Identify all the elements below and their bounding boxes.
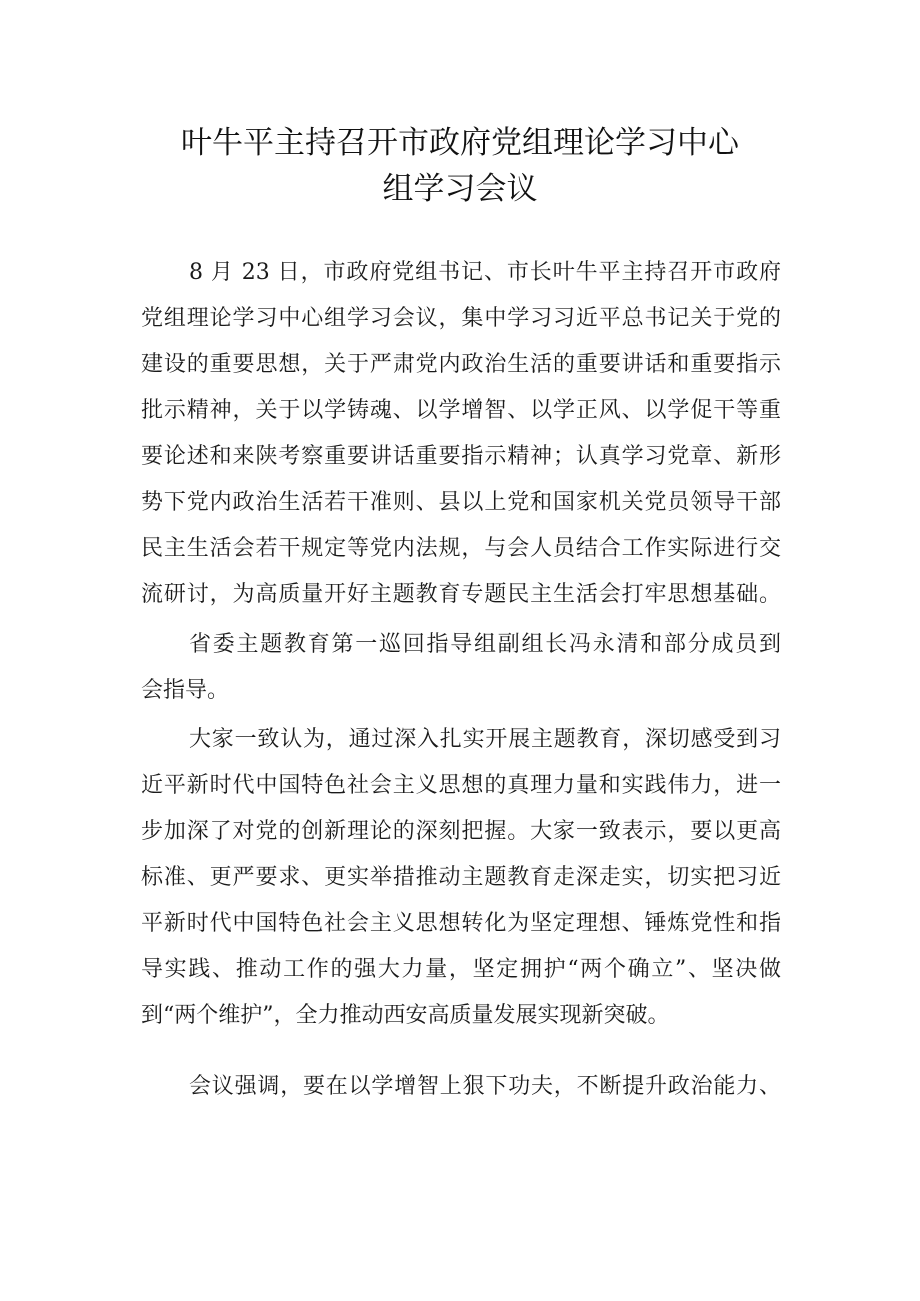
paragraph-line: 批示精神，关于以学铸魂、以学增智、以学正风、以学促干等重: [141, 398, 781, 423]
document-title-line-2: 组学习会议: [382, 171, 538, 207]
paragraph-line: 会议强调，要在以学增智上狠下功夫，不断提升政治能力、: [189, 1074, 781, 1099]
paragraph-line: 平新时代中国特色社会主义思想转化为坚定理想、锤炼党性和指: [141, 911, 781, 936]
paragraph-line: 到“两个维护”，全力推动西安高质量发展实现新突破。: [141, 1003, 670, 1028]
paragraph-line: 建设的重要思想，关于严肃党内政治生活的重要讲话和重要指示: [141, 352, 781, 377]
paragraph-line: 导实践、推动工作的强大力量，坚定拥护“两个确立”、坚决做: [141, 957, 781, 982]
paragraph-line: 大家一致认为，通过深入扎实开展主题教育，深切感受到习: [189, 727, 781, 752]
paragraph-line: 民主生活会若干规定等党内法规，与会人员结合工作实际进行交: [141, 536, 781, 561]
paragraph-line: 会指导。: [141, 678, 230, 703]
paragraph-line: 8 月 23 日，市政府党组书记、市长叶牛平主持召开市政府: [189, 260, 781, 285]
paragraph-line: 要论述和来陕考察重要讲话重要指示精神；认真学习党章、新形: [141, 444, 781, 469]
document-title-line-1: 叶牛平主持召开市政府党组理论学习中心: [181, 125, 739, 161]
paragraph-line: 党组理论学习中心组学习会议，集中学习习近平总书记关于党的: [141, 306, 781, 331]
paragraph-line: 近平新时代中国特色社会主义思想的真理力量和实践伟力，进一: [141, 773, 781, 798]
paragraph-line: 标准、更严要求、更实举措推动主题教育走深走实，切实把习近: [141, 865, 781, 890]
paragraph-line: 省委主题教育第一巡回指导组副组长冯永清和部分成员到: [189, 632, 781, 657]
paragraph-line: 势下党内政治生活若干准则、县以上党和国家机关党员领导干部: [141, 490, 781, 515]
paragraph-line: 步加深了对党的创新理论的深刻把握。大家一致表示，要以更高: [141, 819, 781, 844]
paragraph-line: 流研讨，为高质量开好主题教育专题民主生活会打牢思想基础。: [141, 582, 781, 607]
